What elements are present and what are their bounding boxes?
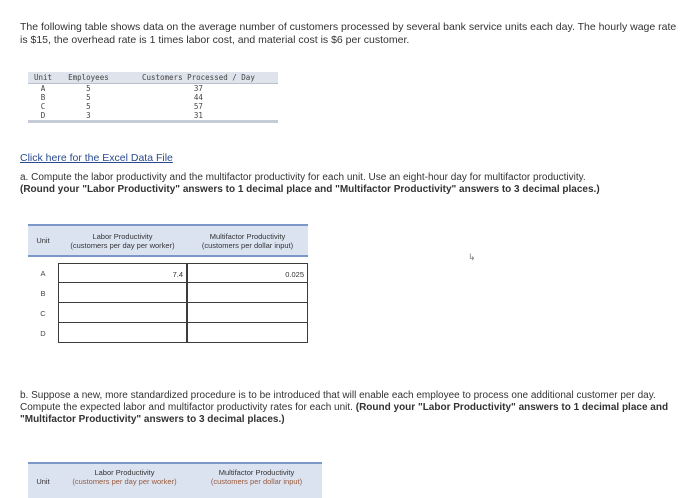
col-labor-productivity: Labor Productivity (customers per day per worker)	[72, 468, 177, 486]
data-cell: 57	[193, 102, 203, 111]
answer-table-b-header	[28, 462, 322, 498]
data-cell: 5	[86, 102, 91, 111]
question-a-text: a. Compute the labor productivity and the multifactor productivity for each unit. Use an eight-hour day for multifactor productivity.	[20, 172, 586, 183]
col-multifactor-productivity: Multifactor Productivity (customers per dollar input)	[201, 231, 294, 250]
data-col-employees: Employees	[58, 72, 119, 84]
mfp-input-b[interactable]	[187, 283, 308, 303]
unit-label: A	[40, 268, 46, 278]
table-row	[28, 263, 308, 283]
unit-label: D	[40, 328, 46, 338]
col-unit: Unit	[36, 476, 50, 486]
mfp-input-d[interactable]	[187, 323, 308, 343]
col-labor-productivity: Labor Productivity (customers per day per worker)	[70, 231, 175, 250]
answer-table-a	[28, 224, 308, 343]
data-cell: 31	[119, 111, 278, 122]
data-cell: 44	[193, 93, 203, 102]
excel-data-link[interactable]: Click here for the Excel Data File	[20, 152, 173, 164]
data-col-unit: Unit	[28, 72, 58, 84]
data-cell: 5	[86, 84, 91, 93]
mfp-input-c[interactable]	[187, 303, 308, 323]
mouse-cursor-icon: ↳	[468, 252, 476, 262]
table-row	[28, 303, 308, 323]
question-a	[20, 172, 680, 196]
question-b-instruction: (Round your "Labor Productivity" answers to 1 decimal place and "Multifactor Productivity" answers to 3 decimal places.)	[20, 402, 669, 425]
table-row	[28, 283, 308, 303]
data-cell: 3	[58, 111, 119, 122]
table-row	[28, 84, 278, 94]
unit-label: C	[40, 308, 46, 318]
data-cell: 5	[86, 93, 91, 102]
labor-input-b[interactable]	[58, 283, 187, 303]
table-row	[28, 111, 278, 122]
unit-label: B	[40, 288, 46, 298]
answer-table-b	[28, 462, 322, 498]
answer-table-a-header	[28, 224, 308, 257]
question-b	[20, 390, 680, 426]
data-cell: D	[28, 111, 58, 122]
data-cell: 37	[193, 84, 203, 93]
labor-input-d[interactable]	[58, 323, 187, 343]
table-row	[28, 323, 308, 343]
col-multifactor-productivity: Multifactor Productivity (customers per dollar input)	[210, 468, 303, 486]
table-row	[28, 102, 278, 111]
data-col-customers: Customers Processed / Day	[119, 72, 278, 84]
data-cell: A	[40, 84, 46, 93]
problem-intro: The following table shows data on the average number of customers processed by several bank service units each day. The hourly wage rate is $15, the overhead rate is 1 times labor cost, and material cost is $6 per customer.	[20, 21, 677, 46]
table-row	[28, 93, 278, 102]
col-unit: Unit	[36, 236, 50, 245]
mfp-input-a[interactable]: 0.025	[187, 263, 308, 283]
data-cell: B	[40, 93, 46, 102]
question-a-instruction: (Round your "Labor Productivity" answers to 1 decimal place and "Multifactor Productivity" answers to 3 decimal places.)	[20, 184, 600, 195]
labor-input-a[interactable]: 7.4	[58, 263, 187, 283]
question-b-text: b. Suppose a new, more standardized procedure is to be introduced that will enable each employee to process one additional customer per day. Compute the expected labor and multifactor productivity rates for each unit.	[20, 390, 656, 413]
data-cell: C	[40, 102, 46, 111]
labor-input-c[interactable]	[58, 303, 187, 323]
data-table	[28, 72, 278, 123]
